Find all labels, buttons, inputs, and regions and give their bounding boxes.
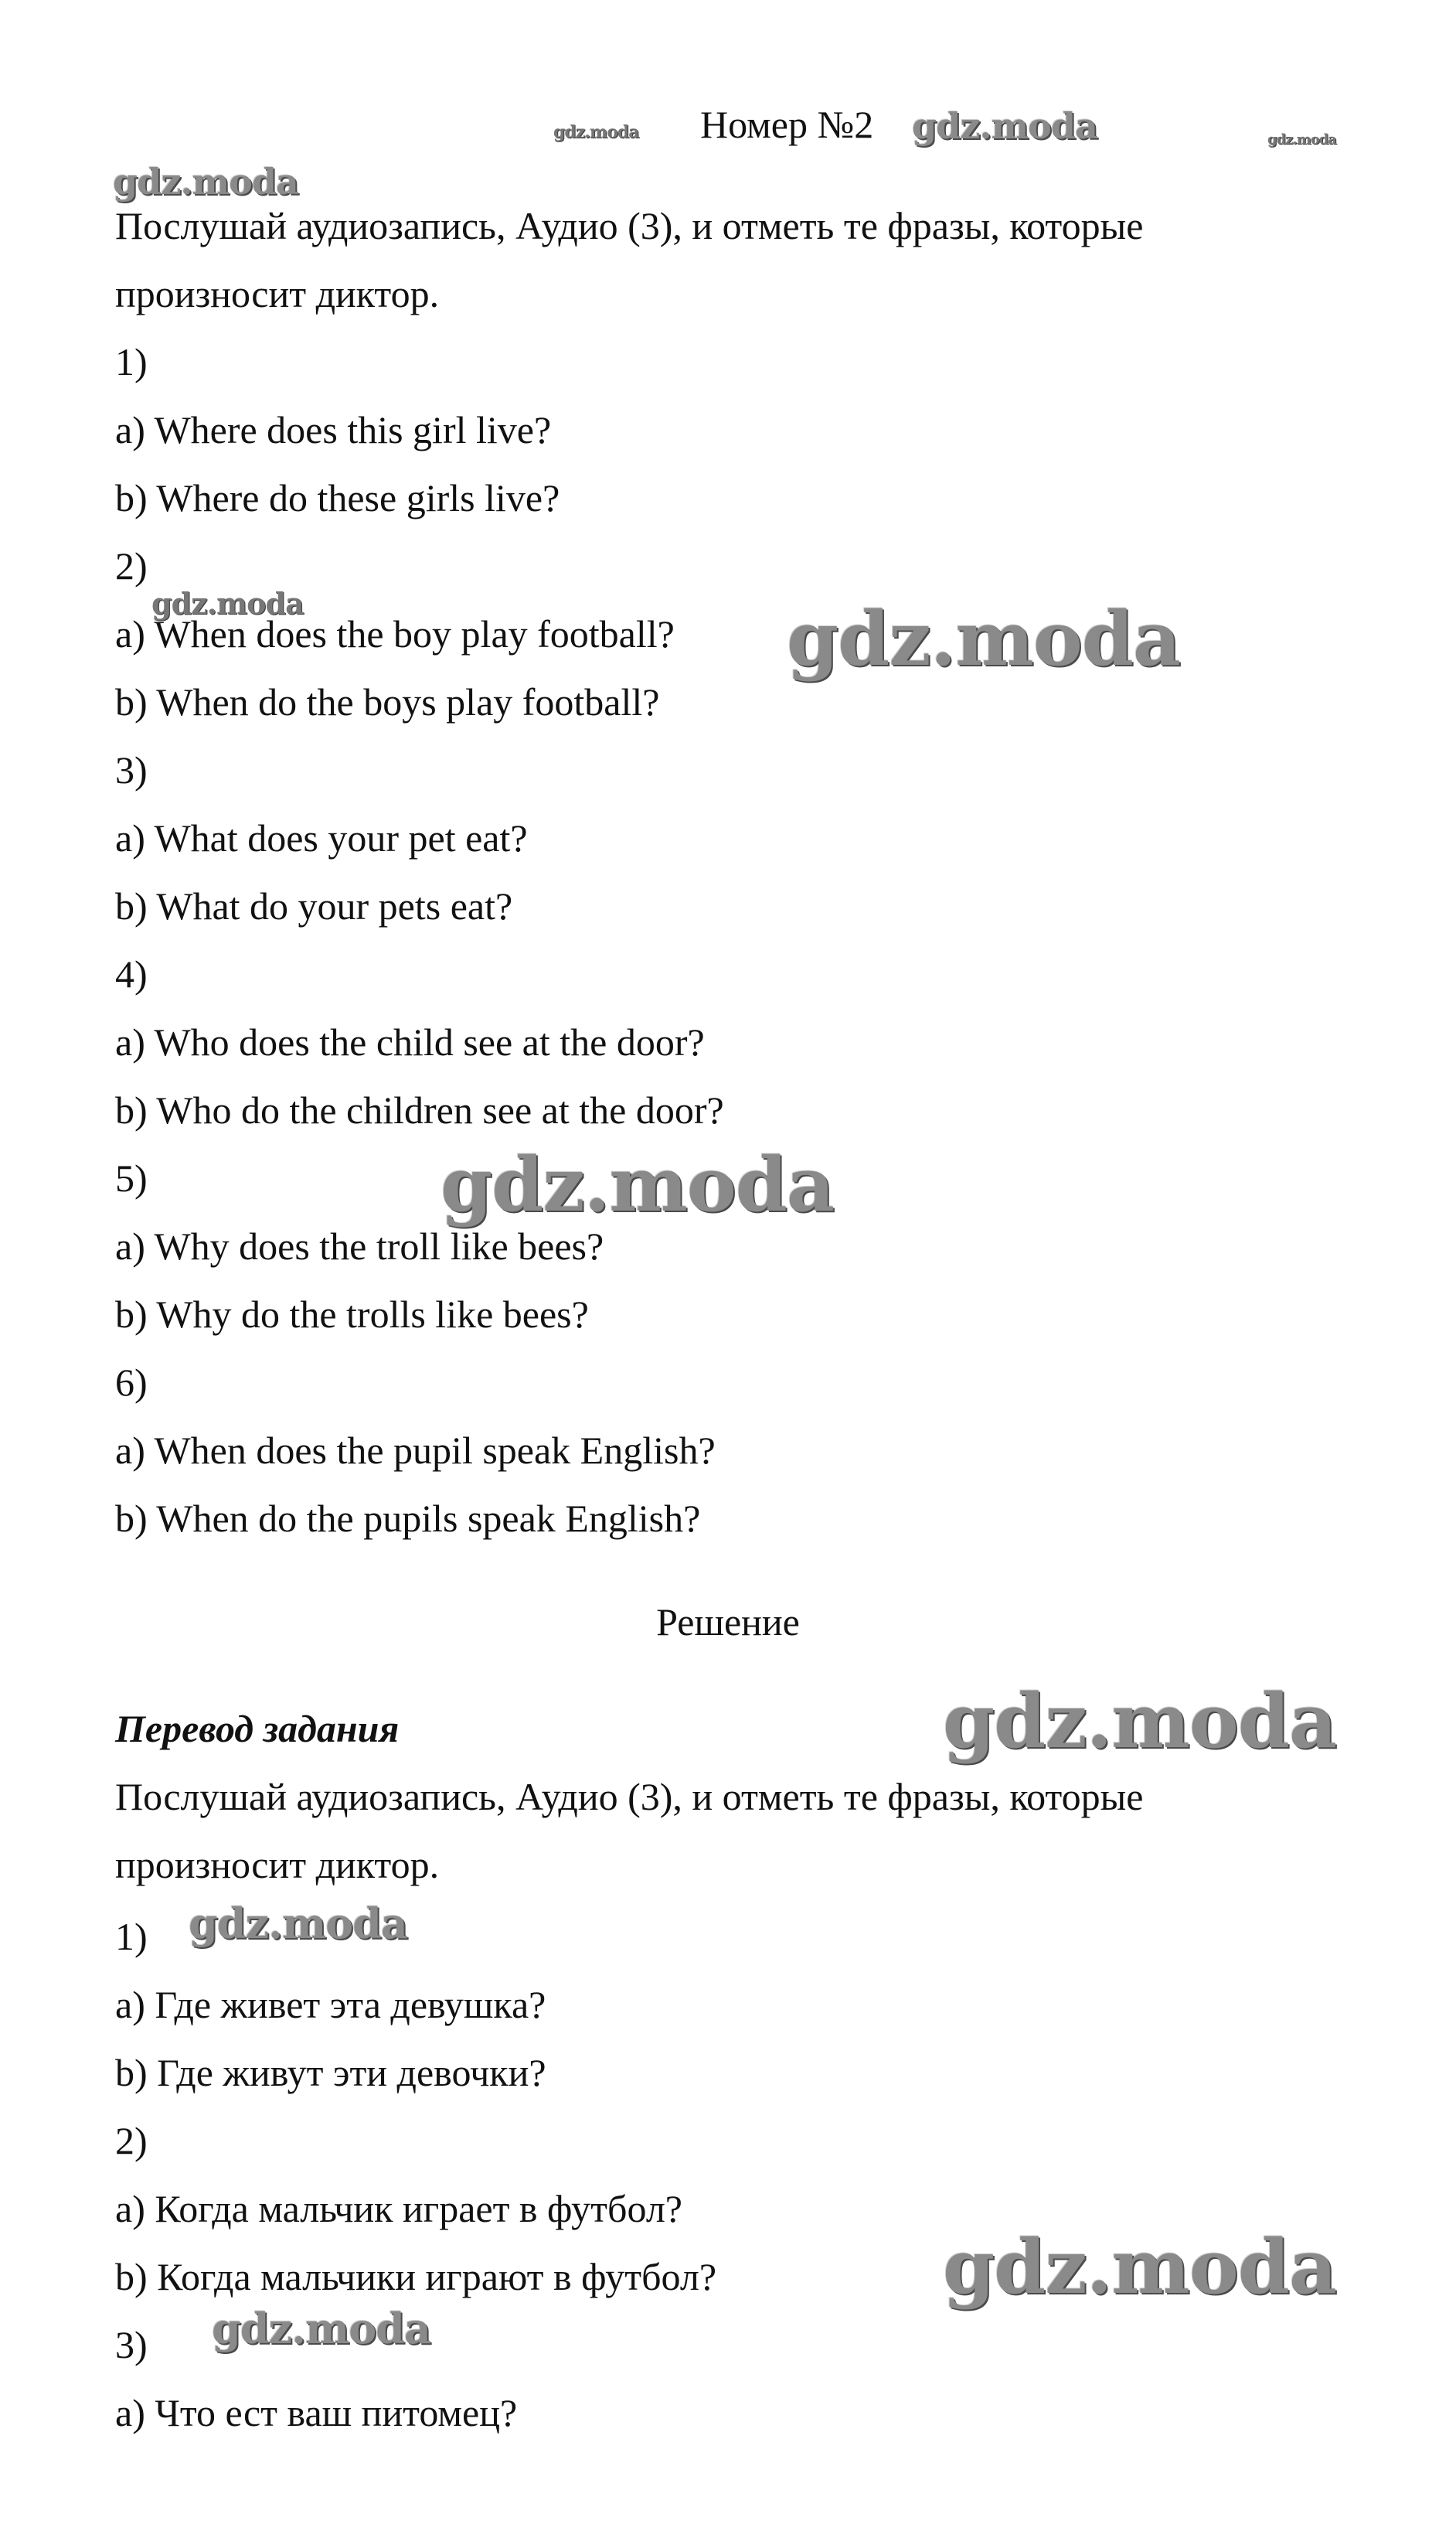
task-item-option-a: a) Why does the troll like bees? xyxy=(115,1225,604,1268)
task-title: Номер №2 xyxy=(700,103,874,146)
task-item-option-b: b) Who do the children see at the door? xyxy=(115,1088,724,1132)
watermark: gdz.moda xyxy=(189,1899,407,1948)
task-item-option-a: a) Where does this girl live? xyxy=(115,408,552,451)
watermark: gdz.moda xyxy=(1267,131,1336,148)
watermark: gdz.moda xyxy=(441,1141,835,1228)
solution-item-option-a: a) Когда мальчик играет в футбол? xyxy=(115,2187,682,2230)
solution-item-option-a: a) Где живет эта девушка? xyxy=(115,1983,546,2026)
task-item-number: 4) xyxy=(115,952,148,996)
task-instruction-line-1: Послушай аудиозапись, Аудио (3), и отметь те фразы, которые xyxy=(115,204,1144,247)
watermark: gdz.moda xyxy=(553,122,639,142)
solution-instruction-line-2: произносит диктор. xyxy=(115,1843,440,1886)
task-item-number: 3) xyxy=(115,748,148,792)
solution-instruction-line-1: Послушай аудиозапись, Аудио (3), и отметь те фразы, которые xyxy=(115,1775,1144,1818)
watermark: gdz.moda xyxy=(943,1678,1337,1765)
task-item-option-b: b) When do the boys play football? xyxy=(115,680,660,724)
task-item-option-b: b) What do your pets eat? xyxy=(115,884,513,928)
task-item-option-a: a) When does the pupil speak English? xyxy=(115,1429,716,1472)
task-instruction-line-2: произносит диктор. xyxy=(115,272,440,315)
translation-heading: Перевод задания xyxy=(115,1707,400,1750)
watermark: gdz.moda xyxy=(787,595,1181,683)
solution-item-option-b: b) Где живут эти девочки? xyxy=(115,2051,546,2094)
task-item-option-a: a) What does your pet eat? xyxy=(115,816,528,860)
solution-item-number: 2) xyxy=(115,2119,148,2162)
task-item-option-b: b) Why do the trolls like bees? xyxy=(115,1293,589,1336)
watermark: gdz.moda xyxy=(943,2223,1337,2311)
task-item-number: 5) xyxy=(115,1156,148,1200)
watermark: gdz.moda xyxy=(113,161,298,203)
task-item-number: 1) xyxy=(115,340,148,383)
solution-item-option-a: a) Что ест ваш питомец? xyxy=(115,2391,518,2434)
solution-heading: Решение xyxy=(656,1600,800,1644)
watermark: gdz.moda xyxy=(212,2304,430,2353)
task-item-option-a: a) Who does the child see at the door? xyxy=(115,1020,705,1064)
task-item-number: 2) xyxy=(115,544,148,588)
solution-item-option-b: b) Когда мальчики играют в футбол? xyxy=(115,2255,717,2298)
watermark: gdz.moda xyxy=(151,586,304,621)
task-item-option-b: b) When do the pupils speak English? xyxy=(115,1497,701,1540)
task-item-number: 6) xyxy=(115,1361,148,1404)
watermark: gdz.moda xyxy=(912,105,1097,147)
task-item-option-a: a) When does the boy play football? xyxy=(115,612,675,656)
solution-item-number: 3) xyxy=(115,2323,148,2366)
solution-item-number: 1) xyxy=(115,1915,148,1958)
task-item-option-b: b) Where do these girls live? xyxy=(115,476,560,519)
